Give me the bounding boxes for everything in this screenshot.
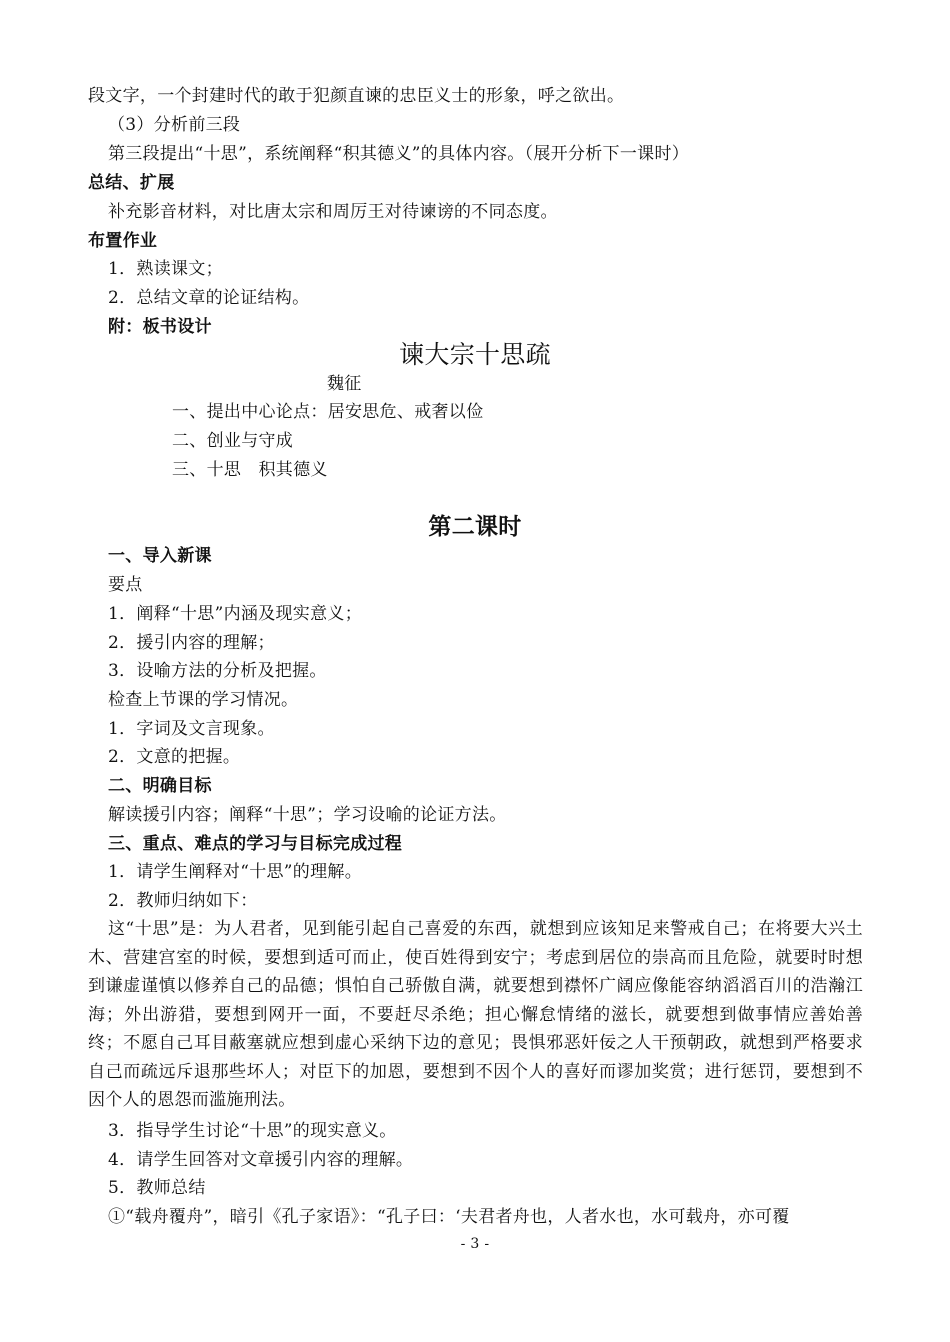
page-number: - 3 - <box>460 1236 490 1252</box>
list-item: 1．请学生阐释对“十思”的理解。 <box>108 862 362 882</box>
board-author: 魏征 <box>327 374 362 394</box>
board-item: 三、十思 积其德义 <box>172 460 328 480</box>
list-item: 4．请学生回答对文章援引内容的理解。 <box>108 1150 414 1170</box>
list-item: 3．指导学生讨论“十思”的现实意义。 <box>108 1121 397 1141</box>
text-line: 第三段提出“十思”，系统阐释“积其德义”的具体内容。（展开分析下一课时） <box>108 144 690 164</box>
board-item: 一、提出中心论点：居安思危、戒奢以俭 <box>172 402 484 422</box>
text-line: 补充影音材料，对比唐太宗和周厉王对待谏谤的不同态度。 <box>108 202 558 222</box>
text-line: 段文字，一个封建时代的敢于犯颜直谏的忠臣义士的形象，呼之欲出。 <box>88 86 625 106</box>
text-line: 解读援引内容；阐释“十思”；学习设喻的论证方法。 <box>108 805 507 825</box>
text-line: 要点 <box>108 575 143 595</box>
body-paragraph: 这“十思”是：为人君者，见到能引起自己喜爱的东西，就想到应该知足来警戒自己；在将要大兴土木、营建宫室的时候，要想到适可而止，使百姓得到安宁；考虑到居位的崇高而且危险，就要时时想到谦虚谨慎以修养自己的品德；惧怕自己骄傲自满，就要想到襟怀广阔应像能容纳滔滔百川的浩瀚江海；外出游猎，要想到网开一面，不要赶尽杀绝；担心懈怠情绪的滋长，就要想到做事情应善始善终；不愿自己耳目蔽塞就应想到虚心采纳下边的意见；畏惧邪恶奸佞之人干预朝政，就想到严格要求自己而疏远斥退那些坏人；对臣下的加恩，要想到不因个人的喜好而谬加奖赏；进行惩罚，要想到不因个人的恩怨而滥施刑法。 <box>88 919 863 1110</box>
list-item: 1．阐释“十思”内涵及现实意义； <box>108 604 362 624</box>
section-heading: 一、导入新课 <box>108 546 212 566</box>
section-heading: 总结、扩展 <box>88 173 175 193</box>
list-item: 5．教师总结 <box>108 1178 206 1198</box>
text-line: ①“载舟覆舟”，暗引《孔子家语》：“孔子曰：‘夫君者舟也，人者水也，水可载舟，亦可覆 <box>108 1207 790 1227</box>
list-item: 3．设喻方法的分析及把握。 <box>108 661 327 681</box>
list-item: 2．总结文章的论证结构。 <box>108 288 310 308</box>
text-line: 检查上节课的学习情况。 <box>108 690 299 710</box>
section-heading: 附：板书设计 <box>108 317 212 337</box>
section-heading: 布置作业 <box>88 231 158 251</box>
section-heading: 二、明确目标 <box>108 776 212 796</box>
board-title: 谏大宗十思疏 <box>399 340 551 369</box>
list-item: 1．熟读课文； <box>108 259 223 279</box>
lesson-title: 第二课时 <box>428 514 522 540</box>
section-heading: 三、重点、难点的学习与目标完成过程 <box>108 834 403 854</box>
list-item: 2．文意的把握。 <box>108 747 241 767</box>
text-line: （3）分析前三段 <box>108 115 241 135</box>
list-item: 2．援引内容的理解； <box>108 633 275 653</box>
board-item: 二、创业与守成 <box>172 431 294 451</box>
list-item: 1．字词及文言现象。 <box>108 719 275 739</box>
list-item: 2．教师归纳如下： <box>108 891 258 911</box>
